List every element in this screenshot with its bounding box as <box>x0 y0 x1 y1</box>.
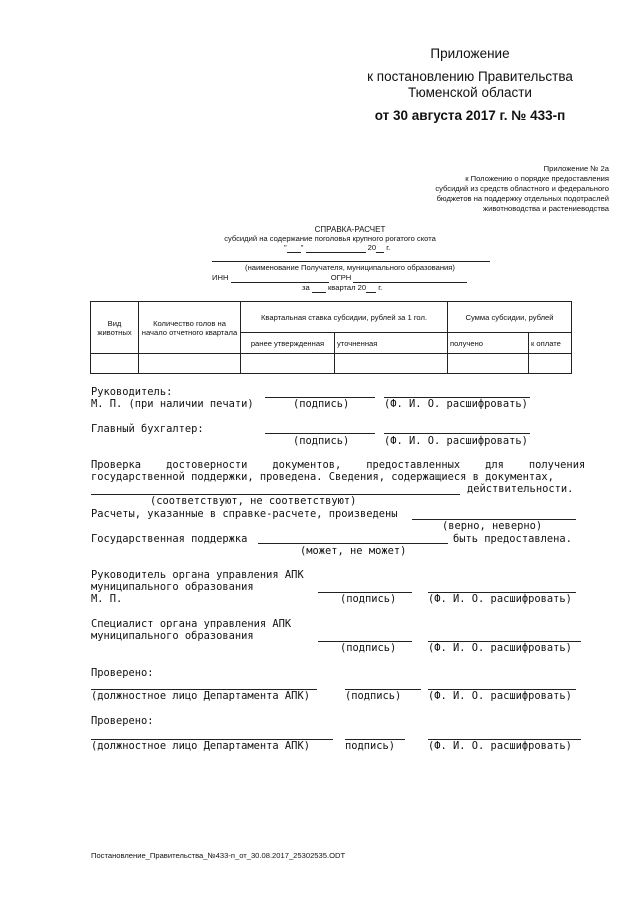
recipient-line[interactable] <box>212 261 490 262</box>
year-blank[interactable] <box>376 252 384 253</box>
form-title: СПРАВКА-РАСЧЕТ <box>314 225 386 234</box>
table-cell[interactable] <box>91 354 139 374</box>
subheader-rate-specified: уточненная <box>335 333 448 354</box>
signature-caption: (подпись) <box>340 593 397 605</box>
signature-caption: (подпись) <box>293 398 350 410</box>
check-text-line-2: государственной поддержки, проведена. Сведения, содержащиеся в документах, <box>91 471 554 483</box>
annex-line-1: Приложение № 2а <box>543 164 609 173</box>
table-cell[interactable] <box>529 354 572 374</box>
signature-caption: (подпись) <box>345 690 402 702</box>
table-cell[interactable] <box>139 354 241 374</box>
support-decision-line[interactable] <box>258 543 448 544</box>
calc-label: Расчеты, указанные в справке-расчете, произведены <box>91 508 398 520</box>
quarter-blank[interactable] <box>312 292 326 293</box>
table-cell[interactable] <box>335 354 448 374</box>
header-animal-kind: Вид животных <box>91 302 139 354</box>
inn-ogrn-line: ИНН ОГРН <box>212 273 512 283</box>
header-appendix: Приложение <box>430 46 510 61</box>
fio-caption: (Ф. И. О. расшифровать) <box>428 642 572 654</box>
table-cell[interactable] <box>241 354 335 374</box>
stamp-label: М. П. (при наличии печати) <box>91 398 254 410</box>
annex-line-4: бюджетов на поддержку отдельных подотраслей <box>436 194 609 203</box>
subheader-sum-received: получено <box>448 333 529 354</box>
header-resolution: к постановлению Правительства <box>367 69 573 84</box>
day-blank[interactable] <box>287 252 301 253</box>
accountant-signature-line[interactable] <box>265 433 375 434</box>
check-caption: (соответствуют, не соответствуют) <box>150 495 357 507</box>
period-year-blank[interactable] <box>366 292 376 293</box>
table-cell[interactable] <box>448 354 529 374</box>
month-blank[interactable] <box>306 252 366 253</box>
signature-caption: (подпись) <box>293 435 350 447</box>
calc-caption: (верно, неверно) <box>442 520 543 532</box>
fio-caption: (Ф. И. О. расшифровать) <box>428 593 572 605</box>
fio-caption: (Ф. И. О. расшифровать) <box>428 740 572 752</box>
support-caption: (может, не может) <box>300 545 407 557</box>
support-end: быть предоставлена. <box>453 533 572 545</box>
fio-caption: (Ф. И. О. расшифровать) <box>384 398 528 410</box>
fio-caption: (Ф. И. О. расшифровать) <box>384 435 528 447</box>
form-subtitle: субсидий на содержание поголовья крупного рогатого скота <box>224 234 436 243</box>
header-date-number: от 30 августа 2017 г. № 433-п <box>374 108 566 123</box>
checked-label: Проверено: <box>91 667 154 679</box>
accountant-label: Главный бухгалтер: <box>91 423 204 435</box>
calculation-table <box>90 301 572 374</box>
signature-caption: (подпись) <box>340 642 397 654</box>
checked-label: Проверено: <box>91 715 154 727</box>
subheader-rate-approved: ранее утвержденная <box>241 333 335 354</box>
apk-spec-line-2: муниципального образования <box>91 630 254 642</box>
header-region: Тюменской области <box>408 85 532 100</box>
official-caption: (должностное лицо Департамента АПК) <box>91 690 310 702</box>
support-label: Государственная поддержка <box>91 533 248 545</box>
header-subsidy-sum: Сумма субсидии, рублей <box>448 302 572 333</box>
annex-line-5: животноводства и растениеводства <box>483 204 609 213</box>
form-date-line: " " 20 г. <box>284 243 391 252</box>
apk-head-line-1: Руководитель органа управления АПК <box>91 569 304 581</box>
official-caption: (должностное лицо Департамента АПК) <box>91 740 310 752</box>
apk-head-stamp: М. П. <box>91 593 123 605</box>
signature-caption-2: подпись) <box>345 740 396 752</box>
annex-line-3: субсидий из средств областного и федерального <box>435 184 609 193</box>
apk-spec-line-1: Специалист органа управления АПК <box>91 618 292 630</box>
check-text-line-1: Проверка достоверности документов, предоставленных для получения <box>91 459 586 471</box>
recipient-caption: (наименование Получателя, муниципального образования) <box>245 263 455 272</box>
apk-head-line-2: муниципального образования <box>91 581 254 593</box>
annex-line-2: к Положению о порядке предоставления <box>465 174 609 183</box>
period-line: за квартал 20 г. <box>302 283 383 292</box>
head-label: Руководитель: <box>91 386 173 398</box>
fio-caption: (Ф. И. О. расшифровать) <box>428 690 572 702</box>
check-text-line-3: действительности. <box>467 483 574 495</box>
header-head-count: Количество голов на начало отчетного квартала <box>139 302 241 354</box>
subheader-sum-to-pay: к оплате <box>529 333 572 354</box>
footer-filename: Постановление_Правительства_№433-п_от_30.08.2017_25302535.ODT <box>91 851 346 860</box>
header-quarterly-rate: Квартальная ставка субсидии, рублей за 1 гол. <box>241 302 448 333</box>
accountant-fio-line[interactable] <box>384 433 530 434</box>
